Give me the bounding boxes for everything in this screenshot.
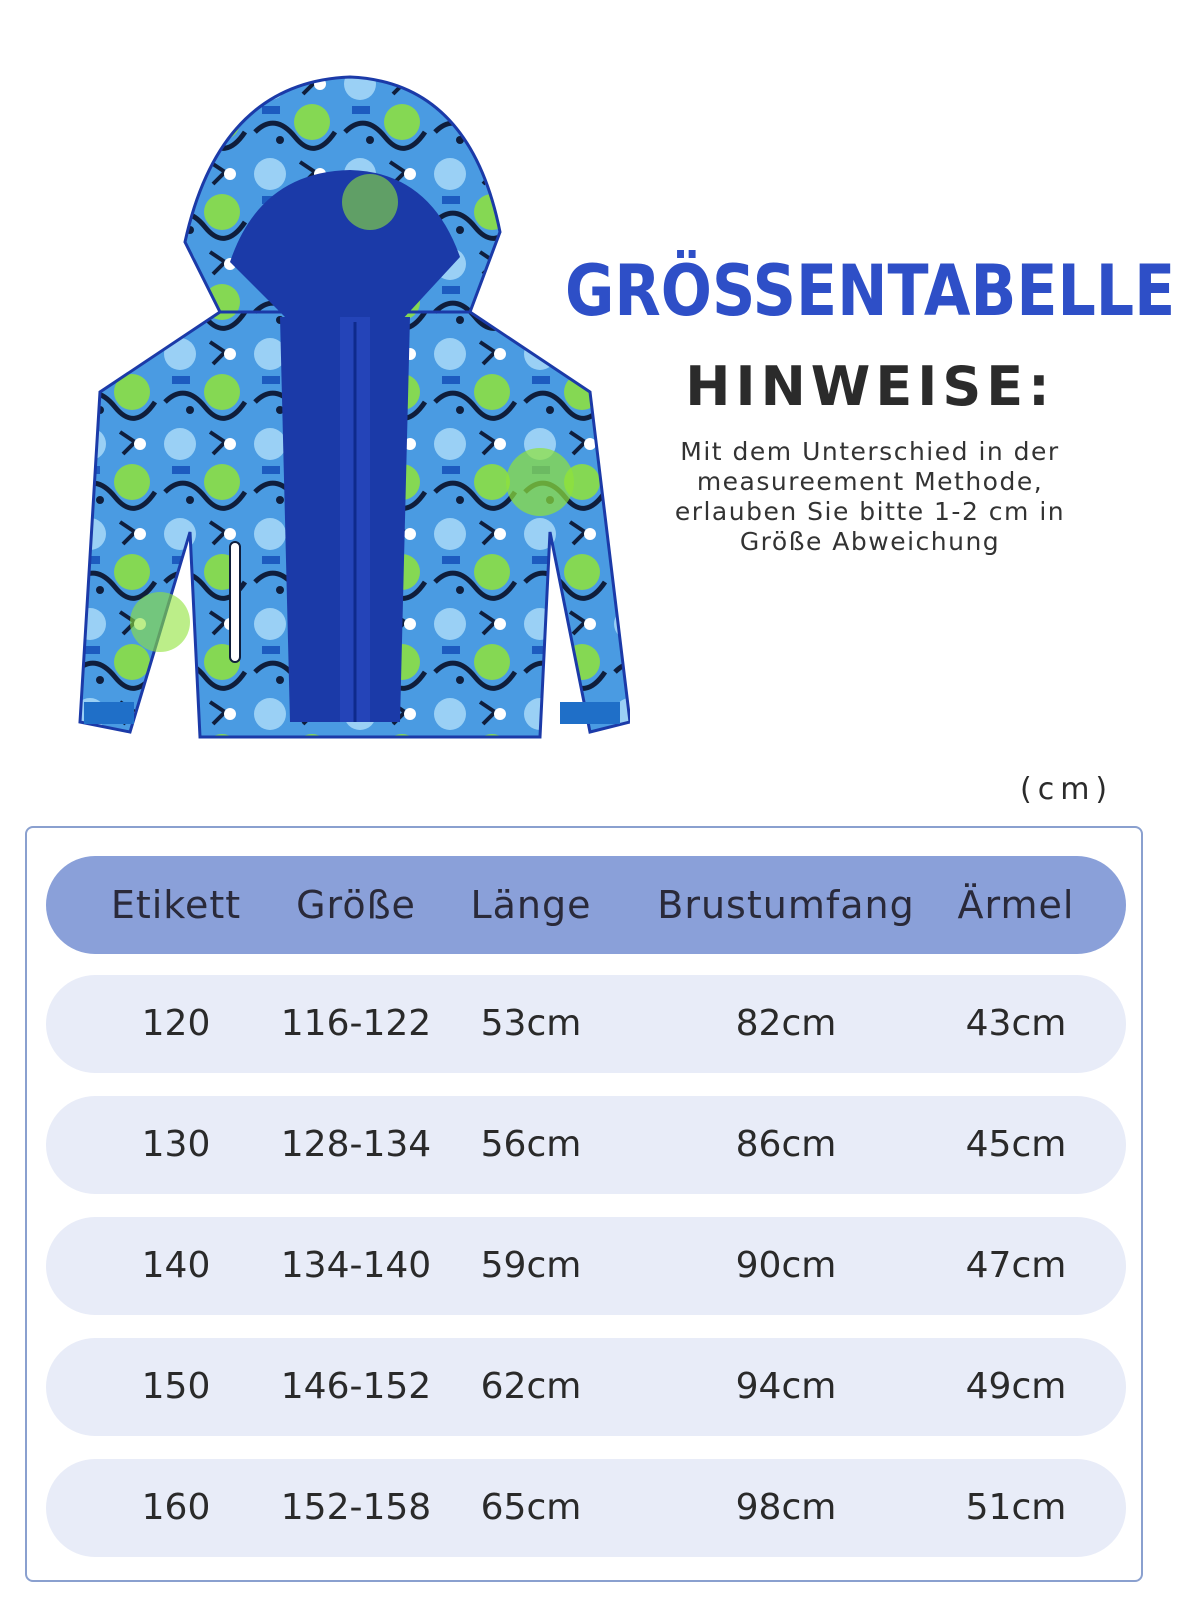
page-title: GRÖSSENTABELLE [565, 250, 1176, 332]
cell-aermel: 51cm [965, 1487, 1067, 1528]
cell-brustumfang: 86cm [735, 1124, 837, 1165]
cell-groesse: 134-140 [280, 1245, 432, 1286]
cell-groesse: 128-134 [280, 1124, 432, 1165]
cell-etikett: 160 [141, 1487, 211, 1528]
column-header-aermel: Ärmel [957, 883, 1075, 927]
cell-aermel: 49cm [965, 1366, 1067, 1407]
column-header-groesse: Größe [296, 883, 416, 927]
notes-heading: HINWEISE: [685, 355, 1055, 418]
cell-laenge: 53cm [480, 1003, 582, 1044]
notes-line: measureement Methode, [696, 467, 1044, 496]
unit-label: (cm) [1020, 772, 1114, 807]
cell-etikett: 130 [141, 1124, 211, 1165]
cell-laenge: 56cm [480, 1124, 582, 1165]
column-header-laenge: Länge [470, 883, 592, 927]
cell-laenge: 65cm [480, 1487, 582, 1528]
cell-etikett: 140 [141, 1245, 211, 1286]
hooded-jacket-image [70, 62, 630, 762]
table-header-row [46, 856, 1126, 954]
cell-aermel: 47cm [965, 1245, 1067, 1286]
notes-line: erlauben Sie bitte 1-2 cm in [674, 497, 1066, 526]
cell-aermel: 43cm [965, 1003, 1067, 1044]
cell-groesse: 152-158 [280, 1487, 432, 1528]
table-row [46, 1217, 1126, 1315]
cell-brustumfang: 94cm [735, 1366, 837, 1407]
cell-etikett: 150 [141, 1366, 211, 1407]
notes-line: Mit dem Unterschied in der [680, 437, 1060, 466]
table-row [46, 975, 1126, 1073]
cell-etikett: 120 [141, 1003, 211, 1044]
table-row [46, 1459, 1126, 1557]
cell-aermel: 45cm [965, 1124, 1067, 1165]
cell-groesse: 116-122 [280, 1003, 432, 1044]
cell-laenge: 59cm [480, 1245, 582, 1286]
cell-brustumfang: 90cm [735, 1245, 837, 1286]
column-header-brustumfang: Brustumfang [657, 883, 915, 927]
cell-brustumfang: 98cm [735, 1487, 837, 1528]
table-row [46, 1338, 1126, 1436]
notes-line: Größe Abweichung [739, 527, 1001, 556]
cell-laenge: 62cm [480, 1366, 582, 1407]
cell-groesse: 146-152 [280, 1366, 432, 1407]
cell-brustumfang: 82cm [735, 1003, 837, 1044]
column-header-etikett: Etikett [110, 883, 242, 927]
table-row [46, 1096, 1126, 1194]
notes-text [660, 437, 1080, 557]
